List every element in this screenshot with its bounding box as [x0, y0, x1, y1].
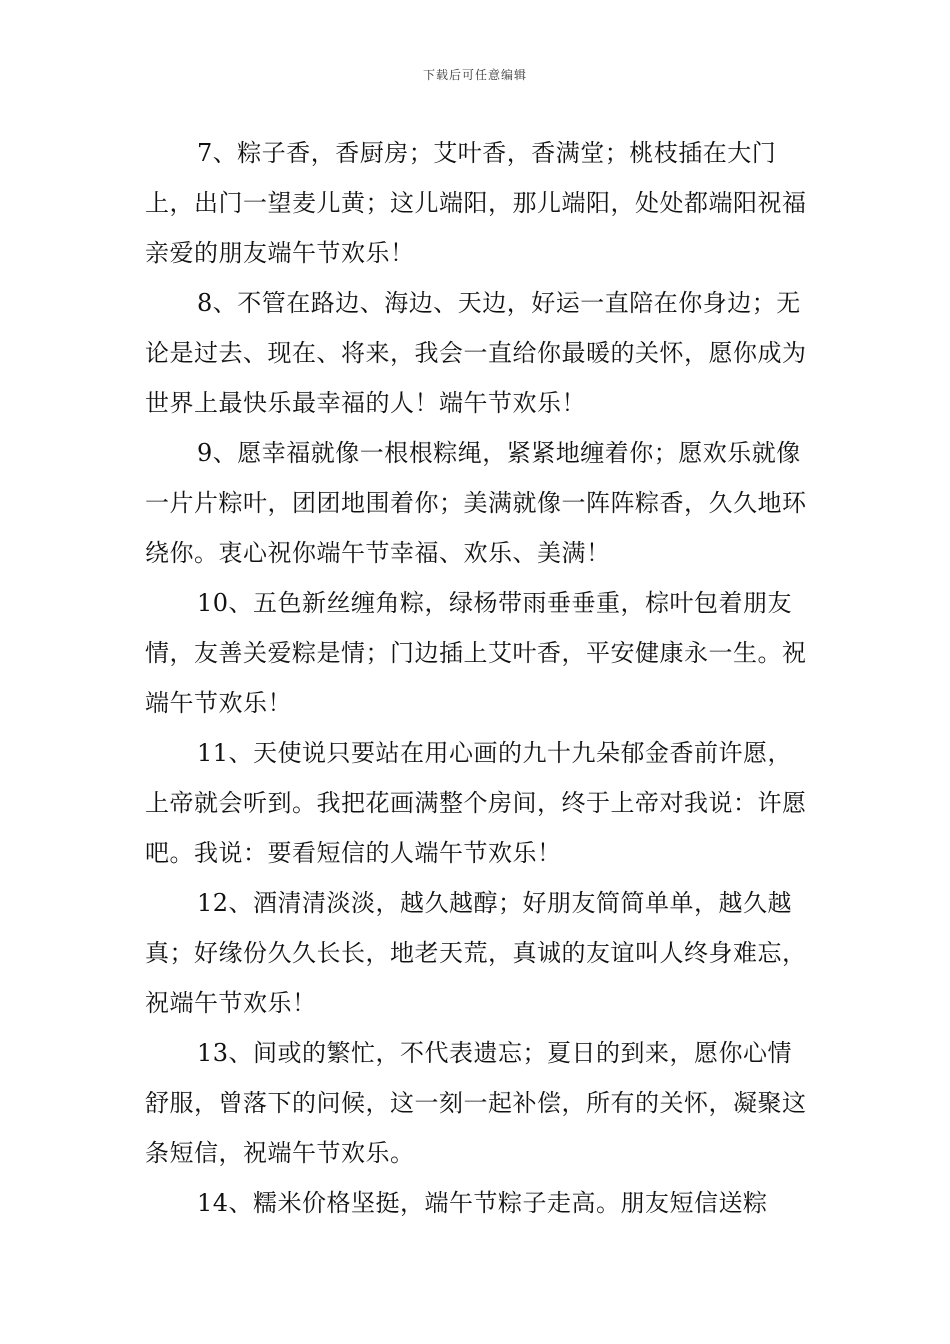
paragraph-8: 8、不管在路边、海边、天边，好运一直陪在你身边；无论是过去、现在、将来，我会一直给你最暖的关怀，愿你成为世界上最快乐最幸福的人！端午节欢乐！: [145, 289, 807, 417]
paragraph-7: 7、粽子香，香厨房；艾叶香，香满堂；桃枝插在大门上，出门一望麦儿黄；这儿端阳，那儿端阳，处处都端阳祝福亲爱的朋友端午节欢乐！: [145, 139, 807, 267]
paragraph-13: 13、间或的繁忙，不代表遗忘；夏日的到来，愿你心情舒服，曾落下的问候，这一刻一起补偿，所有的关怀，凝聚这条短信，祝端午节欢乐。: [145, 1039, 807, 1167]
paragraph-11: 11、天使说只要站在用心画的九十九朵郁金香前许愿，上帝就会听到。我把花画满整个房间，终于上帝对我说：许愿吧。我说：要看短信的人端午节欢乐！: [145, 739, 807, 867]
paragraph-9: 9、愿幸福就像一根根粽绳，紧紧地缠着你；愿欢乐就像一片片粽叶，团团地围着你；美满就像一阵阵粽香，久久地环绕你。衷心祝你端午节幸福、欢乐、美满！: [145, 439, 807, 567]
document-body: [145, 128, 810, 1228]
header-note: 下载后可任意编辑: [422, 68, 527, 82]
paragraph-12: 12、酒清清淡淡，越久越醇；好朋友简简单单，越久越真；好缘份久久长长，地老天荒，真诚的友谊叫人终身难忘，祝端午节欢乐！: [145, 889, 807, 1017]
paragraph-14: 14、糯米价格坚挺，端午节粽子走高。朋友短信送粽: [197, 1189, 768, 1217]
paragraph-10: 10、五色新丝缠角粽，绿杨带雨垂垂重，棕叶包着朋友情，友善关爱粽是情；门边插上艾叶香，平安健康永一生。祝端午节欢乐！: [145, 589, 807, 717]
